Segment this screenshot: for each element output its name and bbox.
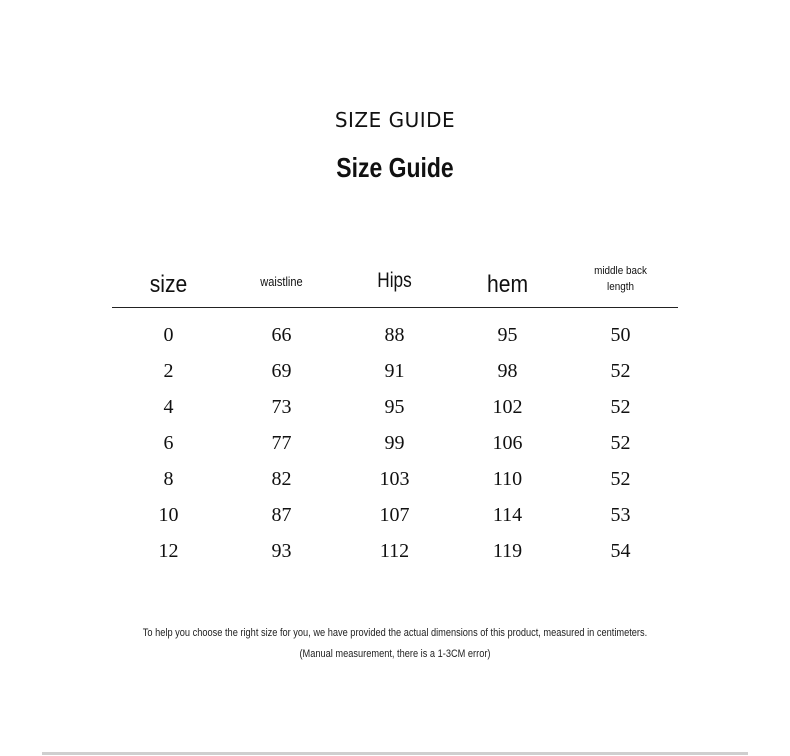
cell-size: 0 bbox=[163, 324, 174, 346]
cell-hips: 107 bbox=[379, 504, 410, 526]
cell-hem: 102 bbox=[492, 396, 523, 418]
cell-waistline: 69 bbox=[271, 360, 292, 382]
cell-hips: 99 bbox=[384, 432, 405, 454]
table-row bbox=[112, 429, 678, 465]
cell-middle-back-length: 50 bbox=[610, 324, 631, 346]
cell-waistline: 73 bbox=[271, 396, 292, 418]
cell-hem: 110 bbox=[492, 468, 523, 490]
cell-size: 8 bbox=[163, 468, 174, 490]
cell-hips: 91 bbox=[384, 360, 405, 382]
table-row bbox=[112, 393, 678, 429]
header-size: size bbox=[149, 271, 188, 298]
cell-hips: 95 bbox=[384, 396, 405, 418]
cell-hips: 103 bbox=[379, 468, 410, 490]
cell-size: 6 bbox=[163, 432, 174, 454]
cell-waistline: 93 bbox=[271, 540, 292, 562]
bottom-divider bbox=[42, 752, 748, 755]
size-guide-title: Size Guide bbox=[336, 152, 454, 183]
table-row bbox=[112, 321, 678, 357]
cell-waistline: 77 bbox=[271, 432, 292, 454]
cell-waistline: 87 bbox=[271, 504, 292, 526]
cell-waistline: 82 bbox=[271, 468, 292, 490]
header-waistline: waistline bbox=[260, 274, 303, 289]
cell-size: 4 bbox=[163, 396, 174, 418]
cell-middle-back-length: 52 bbox=[610, 432, 631, 454]
cell-size: 12 bbox=[158, 540, 179, 562]
cell-hem: 98 bbox=[497, 360, 518, 382]
cell-middle-back-length: 52 bbox=[610, 396, 631, 418]
cell-hips: 88 bbox=[384, 324, 405, 346]
header-hem: hem bbox=[486, 271, 529, 298]
size-guide-title-caps: SIZE GUIDE bbox=[334, 108, 456, 132]
cell-hem: 95 bbox=[497, 324, 518, 346]
measurement-error-note: (Manual measurement, there is a 1-3CM error) bbox=[299, 648, 491, 660]
cell-middle-back-length: 52 bbox=[610, 468, 631, 490]
cell-hips: 112 bbox=[379, 540, 410, 562]
table-row bbox=[112, 537, 678, 573]
cell-size: 10 bbox=[158, 504, 179, 526]
cell-hem: 106 bbox=[492, 432, 523, 454]
table-row bbox=[112, 501, 678, 537]
cell-middle-back-length: 53 bbox=[610, 504, 631, 526]
size-table bbox=[112, 258, 678, 573]
header-middle-back-length-line2: length bbox=[607, 281, 634, 293]
table-row bbox=[112, 357, 678, 393]
table-row bbox=[112, 465, 678, 501]
cell-hem: 114 bbox=[492, 504, 523, 526]
measurement-note: To help you choose the right size for you, we have provided the actual dimensions of this product, measured in centimeters. bbox=[142, 627, 648, 639]
header-hips: Hips bbox=[377, 269, 412, 292]
cell-hem: 119 bbox=[492, 540, 523, 562]
table-header-row bbox=[112, 258, 678, 308]
header-middle-back-length bbox=[570, 263, 672, 295]
header-middle-back-length-line1: middle back bbox=[594, 265, 647, 277]
cell-waistline: 66 bbox=[271, 324, 292, 346]
cell-middle-back-length: 54 bbox=[610, 540, 631, 562]
table-body bbox=[112, 308, 678, 573]
cell-middle-back-length: 52 bbox=[610, 360, 631, 382]
cell-size: 2 bbox=[163, 360, 174, 382]
